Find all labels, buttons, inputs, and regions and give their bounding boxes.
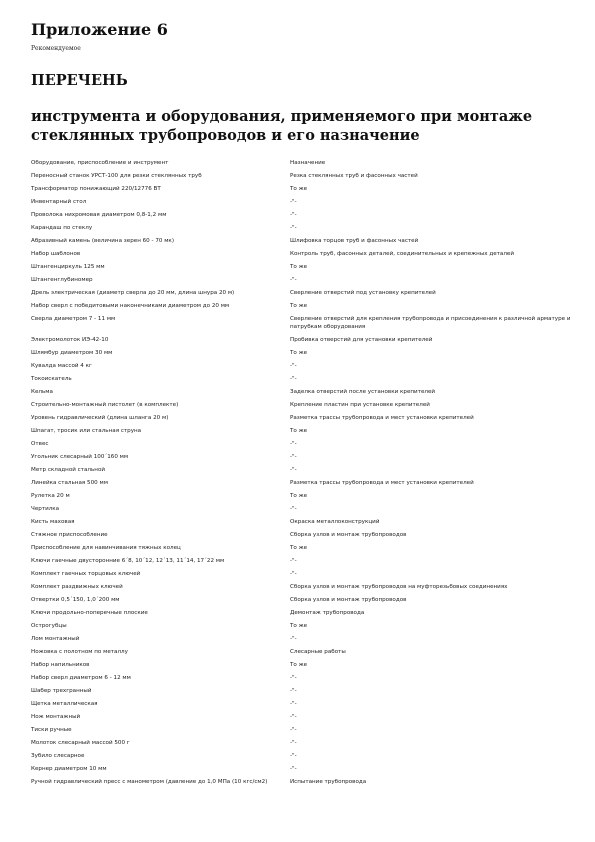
- purpose-cell: -"-: [290, 277, 297, 283]
- table-row: [31, 737, 571, 750]
- table-row: [31, 274, 571, 287]
- equipment-cell: Дрель электрическая (диаметр сверла до 20 мм, длина шнура 20 м): [31, 290, 235, 296]
- equipment-cell: Шпагат, тросик или стальная струна: [31, 428, 142, 434]
- table-row: [31, 555, 571, 568]
- purpose-cell: Заделка отверстий после установки крепителей: [290, 389, 436, 395]
- equipment-cell: Метр складной стальной: [31, 467, 106, 473]
- equipment-cell: Ручной гидравлический пресс с манометром (давление до 1,0 МПа (10 кгс/см2): [31, 779, 268, 785]
- list-heading: ПЕРЕЧЕНЬ: [31, 72, 128, 89]
- table-row: [31, 516, 571, 529]
- purpose-cell: -"-: [290, 376, 297, 382]
- table-row: [31, 503, 571, 516]
- purpose-cell: Разметка трассы трубопровода и мест установки крепителей: [290, 480, 474, 486]
- purpose-cell: -"-: [290, 225, 297, 231]
- purpose-cell: Пробивка отверстий для установки крепителей: [290, 337, 433, 343]
- purpose-cell: -"-: [290, 701, 297, 707]
- table-row: [31, 183, 571, 196]
- equipment-cell: Набор сверл с победитовыми наконечниками диаметром до 20 мм: [31, 303, 230, 309]
- table-row: [31, 196, 571, 209]
- purpose-cell: Испытание трубопровода: [290, 779, 367, 785]
- equipment-cell: Шабер трехгранный: [31, 688, 92, 694]
- table-row: [31, 529, 571, 542]
- purpose-cell: Сборка узлов и монтаж трубопроводов: [290, 597, 407, 603]
- table-row: [31, 235, 571, 248]
- equipment-cell: Карандаш по стеклу: [31, 225, 93, 231]
- purpose-cell: Шлифовка торцов труб и фасонных частей: [290, 238, 419, 244]
- equipment-cell: Острогубцы: [31, 623, 67, 629]
- purpose-cell: То же: [290, 662, 308, 668]
- equipment-cell: Кельма: [31, 389, 53, 395]
- table-row: [31, 464, 571, 477]
- table-row: [31, 248, 571, 261]
- table-row: [31, 334, 571, 347]
- equipment-cell: Шлямбур диаметром 30 мм: [31, 350, 113, 356]
- purpose-cell: -"-: [290, 675, 297, 681]
- table-row: [31, 633, 571, 646]
- purpose-cell: То же: [290, 623, 308, 629]
- table-row: [31, 685, 571, 698]
- table-row: [31, 659, 571, 672]
- table-row: [31, 607, 571, 620]
- table-row: [31, 412, 571, 425]
- purpose-cell: -"-: [290, 753, 297, 759]
- purpose-cell: Окраска металлоконструкций: [290, 519, 380, 525]
- equipment-cell: Отвес: [31, 441, 49, 447]
- purpose-cell: Разметка трассы трубопровода и мест установки крепителей: [290, 415, 474, 421]
- purpose-cell: То же: [290, 428, 308, 434]
- purpose-cell: Слесарные работы: [290, 649, 346, 655]
- table-row: [31, 568, 571, 581]
- equipment-cell: Набор напильников: [31, 662, 90, 668]
- equipment-cell: Электромолоток ИЭ-42-10: [31, 337, 109, 343]
- purpose-cell: -"-: [290, 740, 297, 746]
- equipment-cell: Кувалда массой 4 кг: [31, 363, 92, 369]
- table-row: [31, 711, 571, 724]
- equipment-cell: Чертилка: [31, 506, 60, 512]
- table-header-row: [31, 157, 571, 170]
- purpose-cell: Демонтаж трубопровода: [290, 610, 365, 616]
- equipment-cell: Угольник слесарный 100´160 мм: [31, 454, 129, 460]
- equipment-cell: Абразивный камень (величина зерен 60 - 70 мк): [31, 238, 174, 244]
- table-row: [31, 776, 571, 789]
- table-row: [31, 438, 571, 451]
- purpose-cell: -"-: [290, 766, 297, 772]
- equipment-cell: Комплект раздвижных ключей: [31, 584, 123, 590]
- table-row: [31, 425, 571, 438]
- table-body: [31, 170, 571, 789]
- equipment-cell: Строительно-монтажный пистолет (в комплекте): [31, 402, 179, 408]
- equipment-cell: Набор шаблонов: [31, 251, 81, 257]
- header-purpose: Назначение: [290, 160, 326, 166]
- purpose-cell: Контроль труб, фасонных деталей, соединительных и крепежных деталей: [290, 251, 514, 257]
- purpose-cell: -"-: [290, 467, 297, 473]
- table-row: [31, 763, 571, 776]
- header-equipment: Оборудование, приспособление и инструмент: [31, 160, 169, 166]
- table-row: [31, 698, 571, 711]
- table-row: [31, 360, 571, 373]
- equipment-cell: Проволока нихромовая диаметром 0,8-1,2 мм: [31, 212, 167, 218]
- table-row: [31, 300, 571, 313]
- table-row: [31, 646, 571, 659]
- equipment-cell: Кернер диаметром 10 мм: [31, 766, 107, 772]
- table-row: [31, 724, 571, 737]
- purpose-cell: -"-: [290, 441, 297, 447]
- table-row: [31, 209, 571, 222]
- equipment-cell: Токоискатель: [31, 376, 72, 382]
- table-row: [31, 581, 571, 594]
- purpose-cell: -"-: [290, 454, 297, 460]
- equipment-cell: Нож монтажный: [31, 714, 81, 720]
- table-row: [31, 594, 571, 607]
- equipment-cell: Штангенглубиномер: [31, 277, 93, 283]
- purpose-cell: То же: [290, 186, 308, 192]
- table-row: [31, 620, 571, 633]
- purpose-cell: Резка стеклянных труб и фасонных частей: [290, 173, 418, 179]
- table-row: [31, 490, 571, 503]
- appendix-title: Приложение 6: [31, 20, 168, 39]
- purpose-cell: -"-: [290, 363, 297, 369]
- recommended-label: Рекомендуемое: [31, 45, 81, 52]
- equipment-cell: Набор сверл диаметром 6 - 12 мм: [31, 675, 131, 681]
- purpose-cell: То же: [290, 493, 308, 499]
- equipment-cell: Трансформатор понижающий 220/12776 ВТ: [31, 186, 161, 192]
- purpose-cell: -"-: [290, 558, 297, 564]
- list-subheading: инструмента и оборудования, применяемого при монтаже стеклянных трубопроводов и его назначение: [31, 108, 533, 144]
- equipment-cell: Комплект гаечных торцовых ключей: [31, 571, 141, 577]
- table-row: [31, 313, 571, 334]
- table-row: [31, 451, 571, 464]
- equipment-cell: Тиски ручные: [31, 727, 72, 733]
- equipment-cell: Линейка стальная 500 мм: [31, 480, 108, 486]
- equipment-cell: Ключи гаечные двусторонние 6´8, 10´12, 12´13, 11´14, 17´22 мм: [31, 558, 225, 564]
- equipment-cell: Переносный станок УРСТ-100 для резки стеклянных труб: [31, 173, 202, 179]
- table-row: [31, 399, 571, 412]
- purpose-cell: То же: [290, 303, 308, 309]
- purpose-cell: Сверление отверстий для крепления трубопровода и присоединения к различной арматуре и патрубкам оборудования: [290, 316, 571, 330]
- purpose-cell: -"-: [290, 506, 297, 512]
- table-row: [31, 672, 571, 685]
- equipment-cell: Уровень гидравлический (длина шланга 20 м): [31, 415, 169, 421]
- table-row: [31, 170, 571, 183]
- table-row: [31, 287, 571, 300]
- table-row: [31, 373, 571, 386]
- equipment-table: [31, 157, 571, 789]
- purpose-cell: -"-: [290, 688, 297, 694]
- purpose-cell: Крепление пластин при установке крепителей: [290, 402, 430, 408]
- equipment-cell: Ножовка с полотном по металлу: [31, 649, 128, 655]
- purpose-cell: -"-: [290, 727, 297, 733]
- table-row: [31, 386, 571, 399]
- table-row: [31, 542, 571, 555]
- purpose-cell: Сборка узлов и монтаж трубопроводов на муфторезьбовых соединениях: [290, 584, 508, 590]
- purpose-cell: Сборка узлов и монтаж трубопроводов: [290, 532, 407, 538]
- purpose-cell: -"-: [290, 212, 297, 218]
- equipment-cell: Стяжное приспособление: [31, 532, 108, 538]
- equipment-cell: Сверла диаметром 7 - 11 мм: [31, 316, 116, 322]
- table-row: [31, 750, 571, 763]
- equipment-cell: Отвертки 0,5´150, 1,0´200 мм: [31, 597, 120, 603]
- equipment-cell: Ключи продольно-поперечные плоские: [31, 610, 148, 616]
- purpose-cell: -"-: [290, 571, 297, 577]
- purpose-cell: То же: [290, 545, 308, 551]
- equipment-cell: Молоток слесарный массой 500 г: [31, 740, 130, 746]
- equipment-cell: Зубило слесарное: [31, 753, 85, 759]
- purpose-cell: То же: [290, 350, 308, 356]
- purpose-cell: -"-: [290, 199, 297, 205]
- purpose-cell: -"-: [290, 636, 297, 642]
- equipment-cell: Лом монтажный: [31, 636, 80, 642]
- table-row: [31, 347, 571, 360]
- table-row: [31, 477, 571, 490]
- equipment-cell: Кисть маховая: [31, 519, 75, 525]
- equipment-cell: Штангенциркуль 125 мм: [31, 264, 105, 270]
- table-row: [31, 261, 571, 274]
- purpose-cell: То же: [290, 264, 308, 270]
- equipment-cell: Рулетка 20 м: [31, 493, 70, 499]
- equipment-cell: Приспособление для навинчивания тяжных колец: [31, 545, 181, 551]
- purpose-cell: Сверление отверстий под установку крепителей: [290, 290, 436, 296]
- purpose-cell: -"-: [290, 714, 297, 720]
- equipment-cell: Щетка металлическая: [31, 701, 98, 707]
- equipment-cell: Инвентарный стол: [31, 199, 87, 205]
- table-row: [31, 222, 571, 235]
